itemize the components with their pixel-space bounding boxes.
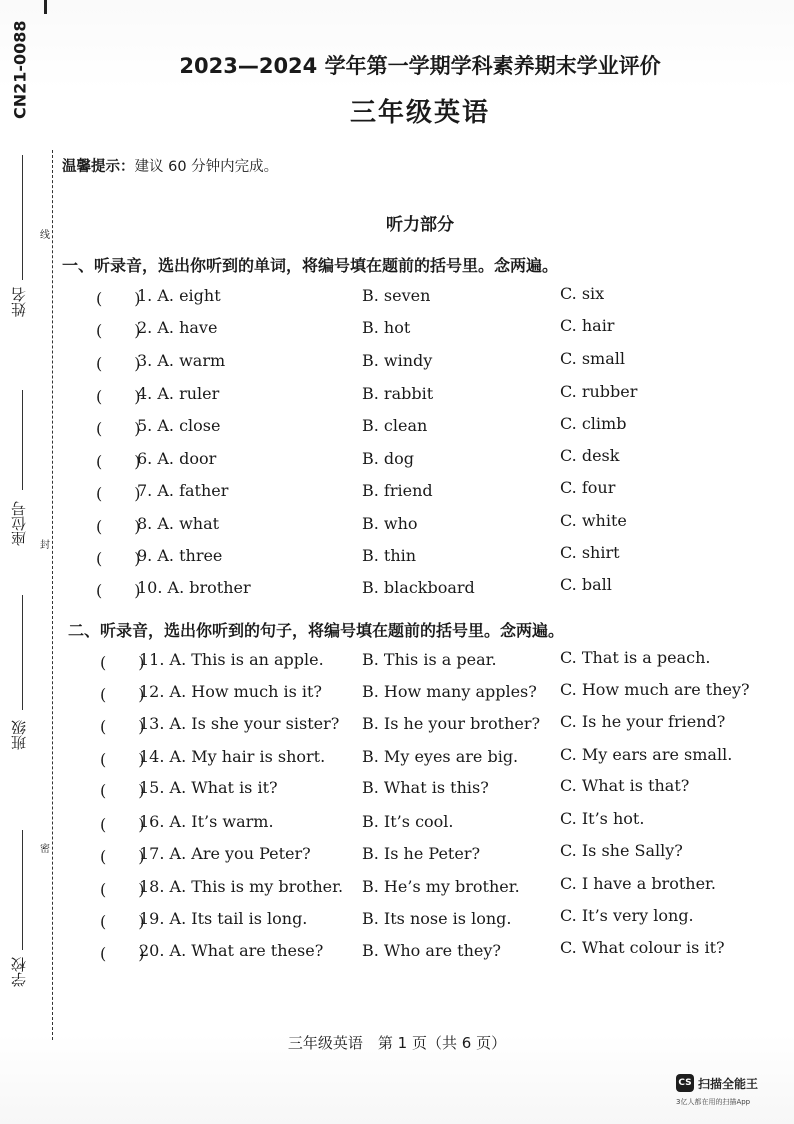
option-a: 9. A. three [137, 546, 223, 565]
answer-bracket[interactable]: ( ) [96, 387, 141, 406]
option-c: C. rubber [560, 382, 638, 401]
answer-bracket[interactable]: ( ) [96, 321, 141, 340]
question-row [0, 318, 794, 340]
camscanner-logo-icon: CS [676, 1074, 694, 1092]
option-a: 17. A. Are you Peter? [139, 844, 311, 863]
option-a: 4. A. ruler [137, 384, 220, 403]
option-c: C. Is she Sally? [560, 841, 683, 860]
question-row [0, 286, 794, 308]
option-a: 19. A. Its tail is long. [139, 909, 308, 928]
option-b: B. seven [362, 286, 431, 305]
answer-bracket[interactable]: ( ) [100, 685, 145, 704]
option-b: B. who [362, 514, 418, 533]
option-b: B. It’s cool. [362, 812, 454, 831]
answer-bracket[interactable]: ( ) [96, 484, 141, 503]
question-row [0, 714, 794, 736]
option-b: B. thin [362, 546, 417, 565]
seal-char-feng: 封 [38, 536, 52, 551]
question-row [0, 874, 794, 899]
answer-bracket[interactable]: ( ) [96, 354, 141, 373]
option-c: C. six [560, 284, 605, 303]
question-row [0, 650, 794, 672]
option-a: 16. A. It’s warm. [139, 812, 274, 831]
option-b: B. rabbit [362, 384, 434, 403]
question-row [0, 351, 794, 373]
option-a: 15. A. What is it? [139, 778, 278, 797]
option-b: B. blackboard [362, 578, 475, 597]
tip-label: 温馨提示： [62, 159, 135, 175]
tip-text: 建议 60 分钟内完成。 [134, 159, 279, 175]
option-a: 14. A. My hair is short. [139, 747, 326, 766]
name-line[interactable] [22, 155, 23, 280]
option-b: B. How many apples? [362, 682, 537, 701]
option-c: C. desk [560, 446, 620, 465]
answer-bracket[interactable]: ( ) [100, 781, 145, 800]
option-a: 10. A. brother [137, 578, 251, 597]
option-b: B. Is he your brother? [362, 714, 541, 733]
answer-bracket[interactable]: ( ) [96, 419, 141, 438]
seat-label: 座位号 [10, 501, 28, 547]
option-a: 11. A. This is an apple. [139, 650, 324, 669]
option-c: C. small [560, 349, 625, 368]
exam-title: 2023—2024 学年第一学期学科素养期末学业评价 [179, 54, 661, 78]
question-row [0, 682, 794, 704]
exam-subtitle: 三年级英语 [349, 98, 490, 128]
option-c: C. What colour is it? [560, 938, 725, 957]
option-c: C. It’s hot. [560, 809, 645, 828]
option-c: C. four [560, 478, 616, 497]
answer-bracket[interactable]: ( ) [100, 847, 145, 866]
question-row [0, 416, 794, 438]
option-c: C. white [560, 511, 627, 530]
option-c: C. Is he your friend? [560, 712, 726, 731]
option-c: C. ball [560, 575, 612, 594]
option-c: C. That is a peach. [560, 648, 711, 667]
question-row [0, 906, 794, 931]
part1-instruction: 一、听录音，选出你听到的单词，将编号填在题前的括号里。念两遍。 [62, 256, 559, 275]
option-a: 2. A. have [137, 318, 218, 337]
option-b: B. hot [362, 318, 411, 337]
answer-bracket[interactable]: ( ) [96, 289, 141, 308]
option-b: B. dog [362, 449, 415, 468]
option-b: B. What is this? [362, 778, 489, 797]
option-a: 13. A. Is she your sister? [139, 714, 340, 733]
option-b: B. windy [362, 351, 433, 370]
page-footer: 三年级英语 第 1 页（共 6 页） [287, 1034, 507, 1052]
option-a: 7. A. father [137, 481, 229, 500]
answer-bracket[interactable]: ( ) [100, 750, 145, 769]
seal-char-mi: 密 [38, 840, 52, 855]
question-row [0, 809, 794, 834]
option-c: C. My ears are small. [560, 745, 733, 764]
answer-bracket[interactable]: ( ) [96, 581, 141, 600]
option-b: B. He’s my brother. [362, 877, 520, 896]
option-c: C. climb [560, 414, 627, 433]
answer-bracket[interactable]: ( ) [100, 880, 145, 899]
name-label: 姓名 [10, 287, 28, 317]
option-a: 12. A. How much is it? [139, 682, 322, 701]
option-a: 18. A. This is my brother. [139, 877, 344, 896]
paper-code: CN21-0088 [10, 20, 30, 120]
question-row [0, 841, 794, 866]
question-row [0, 778, 794, 800]
seal-char-xian: 线 [38, 226, 52, 241]
option-a: 5. A. close [137, 416, 221, 435]
option-b: B. Its nose is long. [362, 909, 512, 928]
question-row [0, 543, 794, 568]
option-b: B. My eyes are big. [362, 747, 519, 766]
answer-bracket[interactable]: ( ) [100, 653, 145, 672]
question-row [0, 938, 794, 963]
option-a: 3. A. warm [137, 351, 226, 370]
answer-bracket[interactable]: ( ) [96, 517, 141, 536]
option-b: B. Is he Peter? [362, 844, 481, 863]
question-row [0, 384, 794, 406]
warm-tip [62, 155, 278, 176]
answer-bracket[interactable]: ( ) [100, 717, 145, 736]
option-c: C. I have a brother. [560, 874, 717, 893]
option-c: C. hair [560, 316, 615, 335]
binding-top-mark [44, 0, 47, 14]
class-label: 班级 [10, 720, 28, 750]
option-a: 8. A. what [137, 514, 220, 533]
answer-bracket[interactable]: ( ) [100, 815, 145, 834]
school-label: 学校 [10, 957, 28, 987]
camscanner-tagline: 3亿人都在用的扫描App [676, 1098, 751, 1106]
answer-bracket[interactable]: ( ) [96, 452, 141, 471]
question-row [0, 478, 794, 503]
section-title-listening: 听力部分 [386, 215, 454, 235]
option-c: C. It’s very long. [560, 906, 694, 925]
option-c: C. shirt [560, 543, 620, 562]
option-b: B. friend [362, 481, 433, 500]
answer-bracket[interactable]: ( ) [100, 944, 145, 963]
option-b: B. clean [362, 416, 428, 435]
answer-bracket[interactable]: ( ) [100, 912, 145, 931]
part2-instruction: 二、听录音，选出你听到的句子，将编号填在题前的括号里。念两遍。 [68, 621, 565, 640]
option-b: B. Who are they? [362, 941, 501, 960]
option-a: 1. A. eight [137, 286, 221, 305]
option-b: B. This is a pear. [362, 650, 497, 669]
question-row [0, 747, 794, 769]
answer-bracket[interactable]: ( ) [96, 549, 141, 568]
question-row [0, 575, 794, 600]
question-row [0, 446, 794, 471]
option-a: 6. A. door [137, 449, 217, 468]
camscanner-name: 扫描全能王 [698, 1077, 759, 1091]
option-c: C. How much are they? [560, 680, 750, 699]
option-c: C. What is that? [560, 776, 690, 795]
option-a: 20. A. What are these? [139, 941, 324, 960]
